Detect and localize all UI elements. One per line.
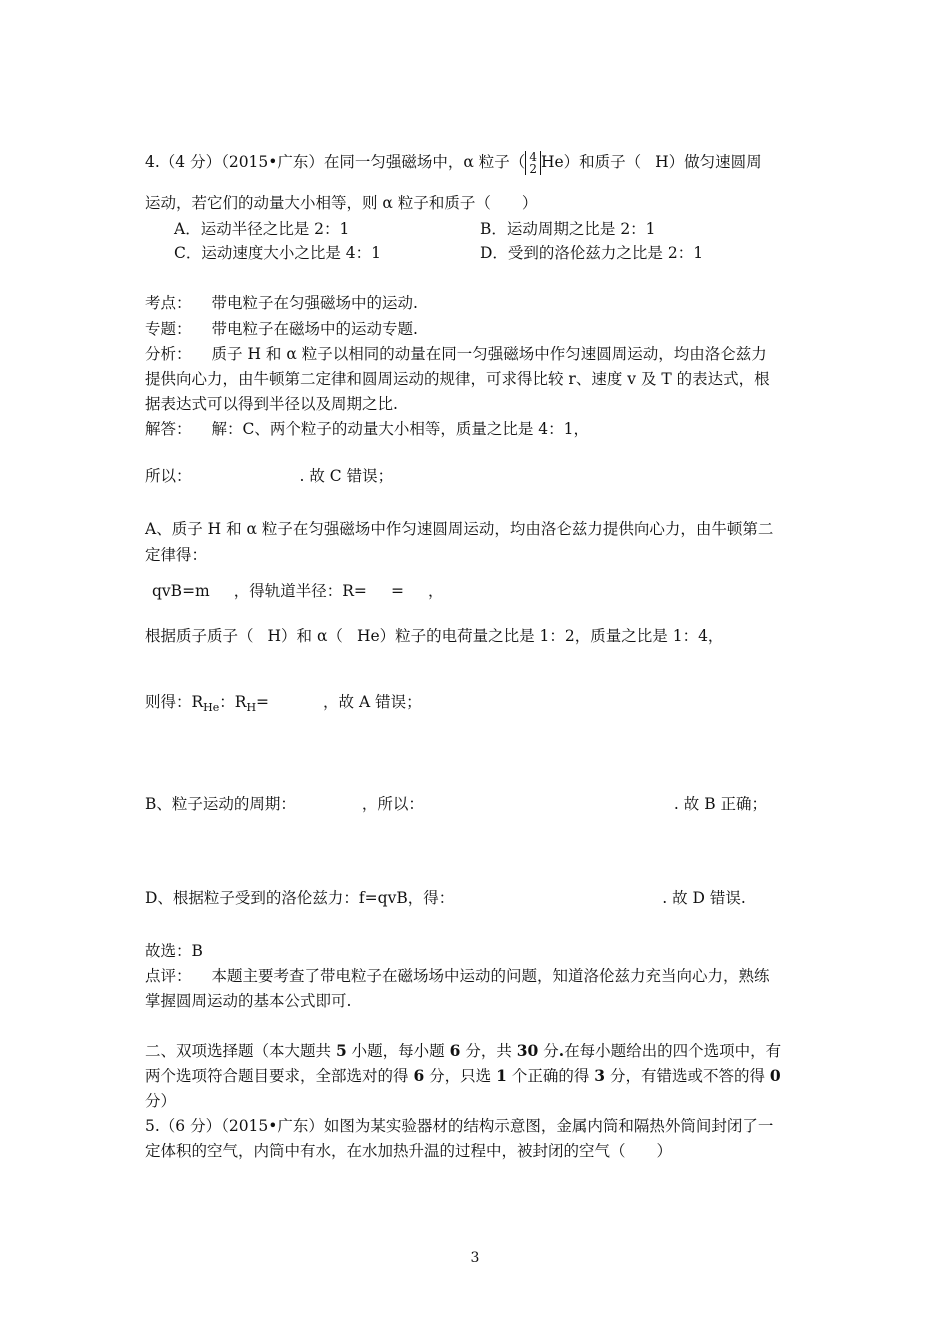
sub-he: He xyxy=(203,701,220,714)
kaodian-label: 考点： xyxy=(145,294,192,312)
q4-option-d: D．受到的洛伦兹力之比是 2：1 xyxy=(480,244,704,262)
q5-line2: 定体积的空气，内筒中有水，在水加热升温的过程中，被封闭的空气（ ） xyxy=(145,1142,673,1160)
s2-num: 3 xyxy=(594,1066,606,1085)
q4-option-b: B．运动周期之比是 2：1 xyxy=(480,220,656,238)
suoyi-label: 所以： xyxy=(145,467,192,485)
fenxi-text-2: 提供向心力，由牛顿第二定律和圆周运动的规律，可求得比较 r、速度 v 及 T 的表达式，根 xyxy=(145,370,770,388)
s2-text: 分，有错选或不答的得 xyxy=(605,1067,770,1085)
part-b-row xyxy=(145,794,767,814)
helium-nuclide-box xyxy=(525,151,541,175)
s2-text: 分，只选 xyxy=(424,1067,497,1085)
q4-line1 xyxy=(145,151,762,175)
part-b-a: B、粒子运动的周期： xyxy=(145,795,296,813)
kaodian-text: 带电粒子在匀强磁场中的运动. xyxy=(211,294,418,312)
q4-line1-a: 4.（4 分）（2015•广东）在同一匀强磁场中，α 粒子（ xyxy=(145,153,526,171)
zhuanti-row xyxy=(145,319,418,339)
s2-text: 分，共 xyxy=(460,1042,517,1060)
q5-line1: 5.（6 分）（2015•广东）如图为某实验器材的结构示意图，金属内筒和隔热外筒间封闭了一 xyxy=(145,1117,774,1135)
s2-num: 6 xyxy=(449,1041,461,1060)
radius-ratio-row xyxy=(145,692,422,712)
genju-c: He）粒子的电荷量之比是 1：2，质量之比是 1：4， xyxy=(356,627,724,645)
part-a-line2: 定律得： xyxy=(145,546,208,564)
zhuanti-label: 专题： xyxy=(145,320,192,338)
radius-text: ，得轨道半径：R= xyxy=(233,582,367,600)
qvb-row xyxy=(152,581,443,601)
s2-text: 两个选项符合题目要求，全部选对的得 xyxy=(145,1067,414,1085)
jieda-text-1: 解：C、两个粒子的动量大小相等，质量之比是 4：1， xyxy=(211,420,590,438)
page-number: 3 xyxy=(470,1250,480,1266)
section2-line2 xyxy=(145,1066,781,1086)
fenxi-text-1: 质子 H 和 α 粒子以相同的动量在同一匀强磁场中作匀速圆周运动，均由洛仑兹力 xyxy=(211,345,767,363)
part-a-line1: A、质子 H 和 α 粒子在匀强磁场中作匀速圆周运动，均由洛仑兹力提供向心力，由牛顿第二 xyxy=(145,520,774,538)
s2-num: 0 xyxy=(769,1066,781,1085)
genju-row xyxy=(145,626,723,646)
jieda-row xyxy=(145,419,589,439)
part-b-b: ，所以： xyxy=(361,795,424,813)
sub-h: H xyxy=(246,701,257,714)
s2-text: 小题，每小题 xyxy=(346,1042,450,1060)
comma: ， xyxy=(427,582,444,600)
equals-sign: = xyxy=(390,582,404,600)
dianping-label: 点评： xyxy=(145,967,192,985)
part-d-b: . 故 D 错误. xyxy=(662,889,746,907)
s2-num: 30 xyxy=(516,1041,539,1060)
part-d-row xyxy=(145,888,746,908)
s2-text: 在每小题给出的四个选项中，有 xyxy=(564,1042,782,1060)
part-d-a: D、根据粒子受到的洛伦兹力：f=qvB，得： xyxy=(145,889,455,907)
zede-d: ，故 A 错误； xyxy=(323,693,422,711)
jieda-label: 解答： xyxy=(145,420,192,438)
suoyi-conclusion: . 故 C 错误； xyxy=(299,467,394,485)
suoyi-row xyxy=(145,466,393,486)
part-b-c: . 故 B 正确； xyxy=(673,795,768,813)
q4-line2: 运动，若它们的动量大小相等，则 α 粒子和质子（ ） xyxy=(145,194,538,212)
s2-text: 分 xyxy=(538,1042,559,1060)
he-mass-number: 4 xyxy=(529,150,537,164)
q4-option-a: A．运动半径之比是 2：1 xyxy=(174,220,350,238)
s2-num: 6 xyxy=(413,1066,425,1085)
s2-text: 二、双项选择题（本大题共 xyxy=(145,1042,336,1060)
genju-a: 根据质子质子（ xyxy=(145,627,254,645)
q4-line1-b: He）和质子（ xyxy=(540,153,642,171)
answer-choice: 故选：B xyxy=(145,942,203,960)
section2-line3: 分） xyxy=(145,1092,177,1110)
qvb-eq: qvB=m xyxy=(152,582,210,600)
zhuanti-text: 带电粒子在磁场中的运动专题. xyxy=(211,320,418,338)
dianping-text-2: 掌握圆周运动的基本公式即可. xyxy=(145,992,352,1010)
zede-a: 则得：R xyxy=(145,693,204,711)
fenxi-row xyxy=(145,344,767,364)
genju-b: H）和 α（ xyxy=(267,627,343,645)
section2-line1 xyxy=(145,1041,781,1061)
q4-option-c: C．运动速度大小之比是 4：1 xyxy=(174,244,382,262)
s2-text: 个正确的得 xyxy=(506,1067,595,1085)
s2-text: . xyxy=(558,1041,565,1060)
dianping-text-1: 本题主要考查了带电粒子在磁场场中运动的问题，知道洛伦兹力充当向心力，熟练 xyxy=(211,967,770,985)
s2-num: 1 xyxy=(496,1066,507,1085)
fenxi-label: 分析： xyxy=(145,345,192,363)
s2-num: 5 xyxy=(335,1041,347,1060)
zede-b: ：R xyxy=(219,693,247,711)
dianping-row xyxy=(145,966,770,986)
he-charge-number: 2 xyxy=(529,162,537,176)
kaodian-row xyxy=(145,293,418,313)
zede-c: = xyxy=(256,693,270,711)
fenxi-text-3: 据表达式可以得到半径以及周期之比. xyxy=(145,395,398,413)
q4-line1-c: H）做匀速圆周 xyxy=(655,153,762,171)
